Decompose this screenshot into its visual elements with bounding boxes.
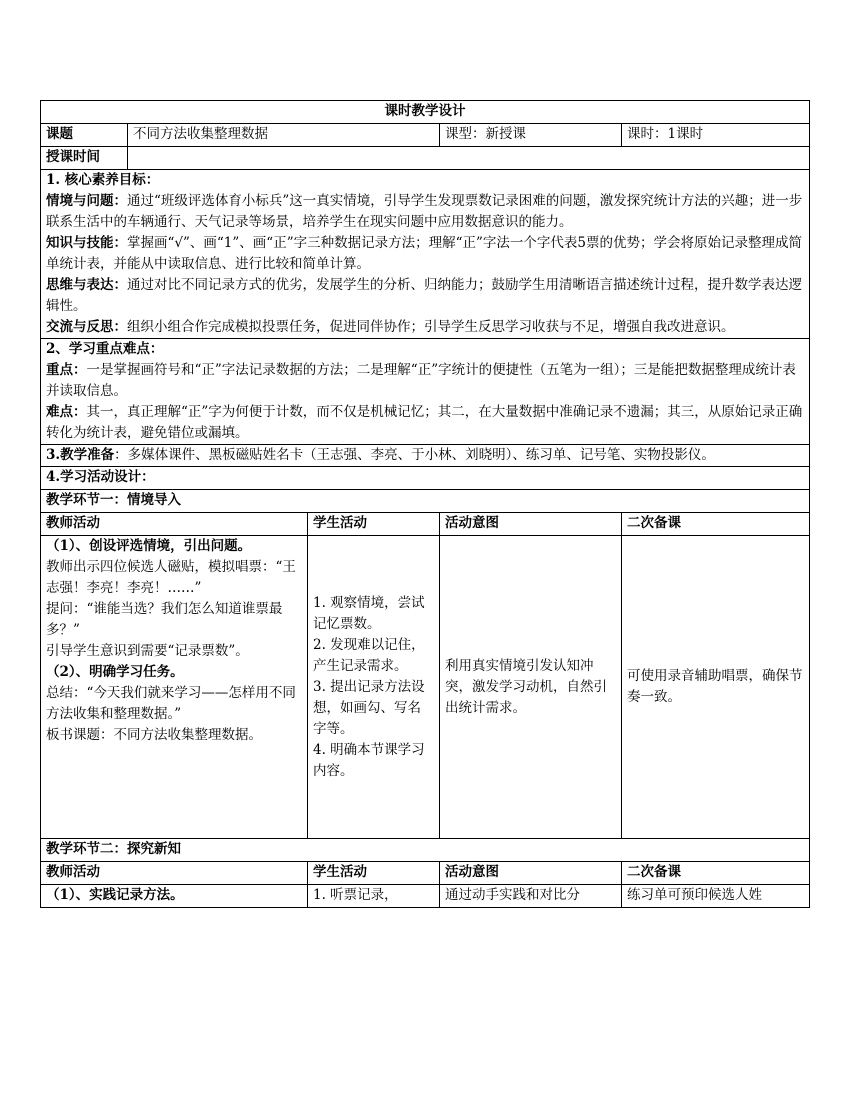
- teacher-subheading: （1）、创设评选情境，引出问题。: [46, 538, 252, 554]
- goal-item: [46, 275, 804, 317]
- col-student-activity: 学生活动: [308, 513, 440, 536]
- col-student-activity: 学生活动: [308, 862, 440, 885]
- col-second-prep: 二次备课: [622, 862, 810, 885]
- teacher-paragraph: 总结：“今天我们就来学习——怎样用不同方法收集和整理数据。”: [46, 685, 296, 722]
- lesson-plan-table: [40, 100, 810, 908]
- stage1-student-cell: [308, 536, 440, 839]
- goal-label: 交流与反思：: [46, 319, 127, 335]
- stage2-student-cell: 1. 听票记录，: [308, 885, 440, 908]
- stage1-intent-cell: 利用真实情境引发认知冲突，激发学习动机，自然引出统计需求。: [440, 536, 622, 839]
- goal-label: 知识与技能：: [46, 235, 127, 251]
- key-point-label: 重点：: [46, 362, 87, 378]
- preparation-label: 3.教学准备: [46, 447, 115, 463]
- student-step: 3. 提出记录方法设想，如画勾、写名字等。: [313, 678, 425, 737]
- goal-item: [46, 191, 804, 233]
- stage1-teacher-cell: [41, 536, 308, 839]
- col-teacher-activity: 教师活动: [41, 862, 308, 885]
- key-point-item: [46, 360, 804, 402]
- preparation-text: [46, 445, 804, 466]
- key-points-section: [41, 339, 810, 445]
- stage2-notes-cell: 练习单可预印候选人姓: [622, 885, 810, 908]
- goal-label: 思维与表达：: [46, 277, 127, 293]
- teacher-subheading: （2）、明确学习任务。: [46, 664, 184, 680]
- lesson-hours: 课时：1课时: [622, 124, 810, 147]
- core-goals-heading: 1. 核心素养目标：: [46, 172, 160, 188]
- lesson-type: 课型：新授课: [440, 124, 622, 147]
- preparation-body: ：多媒体课件、黑板磁贴姓名卡（王志强、李亮、于小林、刘晓明）、练习单、记号笔、实物投影仪。: [114, 447, 715, 463]
- student-step: 2. 发现难以记住，产生记录需求。: [313, 636, 425, 674]
- col-activity-intent: 活动意图: [440, 862, 622, 885]
- core-goals-section: [41, 170, 810, 339]
- time-label: 授课时间: [41, 147, 128, 170]
- teacher-paragraph: 板书课题：不同方法收集整理数据。: [46, 727, 262, 743]
- goal-text: 掌握画“√”、画“1”、画“正”字三种数据记录方法；理解“正”字法一个字代表5票的优势；学会将原始记录整理成简单统计表，并能从中读取信息、进行比较和简单计算。: [46, 235, 802, 272]
- lesson-plan-page: [40, 100, 809, 908]
- stage2-intent-cell: 通过动手实践和对比分: [440, 885, 622, 908]
- teacher-paragraph: 引导学生意识到需要“记录票数”。: [46, 643, 249, 659]
- col-teacher-activity: 教师活动: [41, 513, 308, 536]
- col-activity-intent: 活动意图: [440, 513, 622, 536]
- student-step: 4. 明确本节课学习内容。: [313, 741, 425, 779]
- teacher-paragraph: 提问：“谁能当选？我们怎么知道谁票最多？”: [46, 601, 283, 638]
- preparation-section: [41, 445, 810, 467]
- goal-item: [46, 317, 804, 338]
- activity-design-heading: 4.学习活动设计：: [41, 467, 810, 490]
- key-point-text: 一是掌握画符号和“正”字法记录数据的方法；二是理解“正”字统计的便捷性（五笔为一组）；三是能把数据整理成统计表并读取信息。: [46, 362, 796, 399]
- time-value: [128, 147, 810, 170]
- key-points-heading: 2、学习重点难点：: [46, 341, 164, 357]
- goal-label: 情境与问题：: [46, 193, 127, 209]
- stage1-heading: 教学环节一：情境导入: [41, 490, 810, 513]
- key-point-text: 其一，真正理解“正”字为何便于计数，而不仅是机械记忆；其二，在大量数据中准确记录不遗漏；其三，从原始记录正确转化为统计表，避免错位或漏填。: [46, 404, 803, 441]
- teacher-paragraph: 教师出示四位候选人磁贴，模拟唱票：“王志强！李亮！李亮！……”: [46, 559, 296, 596]
- goal-item: [46, 233, 804, 275]
- key-point-item: [46, 402, 804, 444]
- stage2-heading: 教学环节二：探究新知: [41, 839, 810, 862]
- stage2-teacher-cell: （1）、实践记录方法。: [41, 885, 308, 908]
- goal-text: 通过“班级评选体育小标兵”这一真实情境，引导学生发现票数记录困难的问题，激发探究统计方法的兴趣；进一步联系生活中的车辆通行、天气记录等场景，培养学生在现实问题中应用数据意识的能力。: [46, 193, 803, 230]
- student-step: 1. 观察情境，尝试记忆票数。: [313, 594, 425, 632]
- col-second-prep: 二次备课: [622, 513, 810, 536]
- key-point-label: 难点：: [46, 404, 87, 420]
- goal-text: 组织小组合作完成模拟投票任务，促进同伴协作；引导学生反思学习收获与不足，增强自我改进意识。: [127, 319, 735, 335]
- goal-text: 通过对比不同记录方式的优劣，发展学生的分析、归纳能力；鼓励学生用清晰语言描述统计过程，提升数学表达逻辑性。: [46, 277, 802, 314]
- stage1-notes-cell: 可使用录音辅助唱票，确保节奏一致。: [622, 536, 810, 839]
- doc-title: 课时教学设计: [41, 101, 810, 124]
- topic-value: 不同方法收集整理数据: [128, 124, 440, 147]
- topic-label: 课题: [41, 124, 128, 147]
